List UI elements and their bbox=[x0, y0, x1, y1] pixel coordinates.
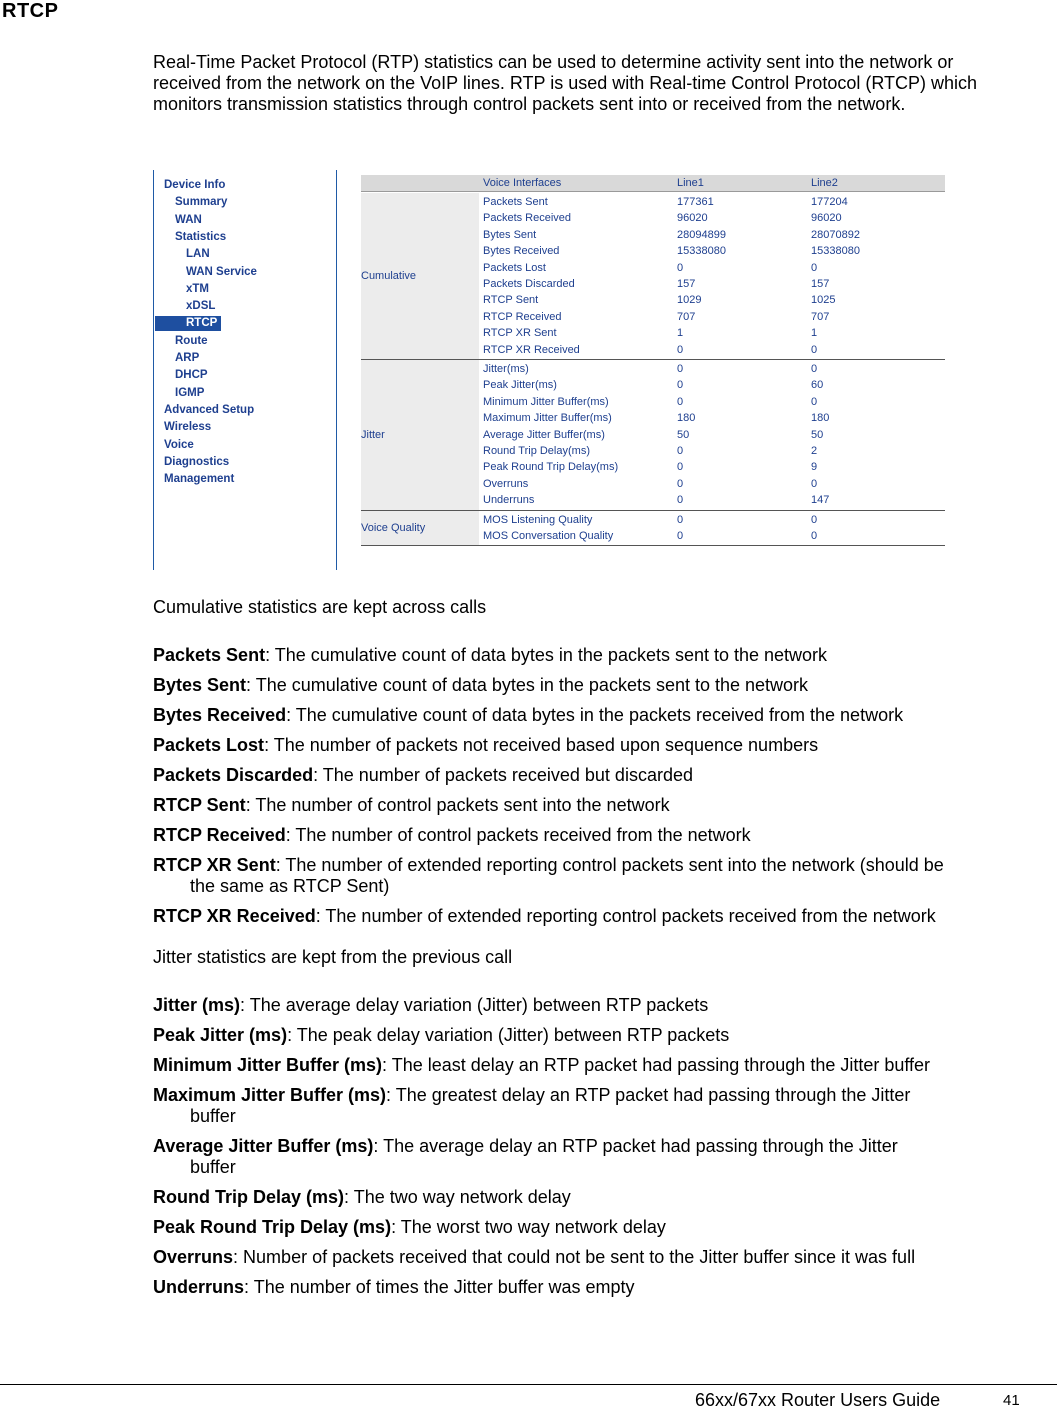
stat-value: 180 bbox=[677, 412, 696, 425]
definition-item bbox=[153, 675, 1053, 696]
footer-divider bbox=[0, 1384, 1057, 1385]
definition-item bbox=[153, 855, 1053, 897]
section-label: Jitter bbox=[361, 428, 385, 441]
nav-item-device-info[interactable]: Device Info bbox=[164, 179, 226, 191]
definition-desc: : The cumulative count of data bytes in the packets sent to the network bbox=[265, 645, 828, 665]
stat-value: 1025 bbox=[811, 294, 836, 307]
stat-name: Peak Jitter(ms) bbox=[483, 379, 557, 392]
stat-value: 0 bbox=[677, 461, 684, 474]
nav-item-management[interactable]: Management bbox=[164, 473, 235, 486]
page-number: 41 bbox=[1003, 1392, 1020, 1409]
stat-name: Average Jitter Buffer(ms) bbox=[483, 428, 605, 441]
definition-continuation: buffer bbox=[190, 1106, 236, 1126]
nav-item-wireless[interactable]: Wireless bbox=[164, 421, 212, 434]
stats-section bbox=[361, 360, 945, 511]
stat-name: Bytes Sent bbox=[483, 228, 537, 241]
stat-value: 50 bbox=[811, 428, 824, 441]
definition-term: Bytes Received bbox=[153, 705, 287, 725]
definition-term: Packets Discarded bbox=[153, 765, 314, 785]
definition-item bbox=[153, 1187, 1053, 1208]
nav-item-rtcp[interactable]: RTCP bbox=[155, 316, 221, 331]
stat-name: MOS Listening Quality bbox=[483, 513, 593, 526]
stat-value: 2 bbox=[811, 445, 818, 457]
stat-value: 177361 bbox=[677, 196, 714, 208]
header-line1: Line1 bbox=[677, 177, 704, 189]
stat-value: 0 bbox=[677, 477, 684, 490]
cumulative-note: Cumulative statistics are kept across calls bbox=[153, 597, 487, 617]
stat-name: MOS Conversation Quality bbox=[483, 529, 614, 542]
stat-name: Packets Discarded bbox=[483, 278, 575, 290]
nav-item-summary[interactable]: Summary bbox=[175, 196, 228, 209]
nav-item-voice[interactable]: Voice bbox=[164, 438, 194, 451]
definition-item bbox=[153, 1217, 1053, 1238]
nav-item-advanced-setup[interactable]: Advanced Setup bbox=[164, 403, 255, 416]
definition-desc: : The least delay an RTP packet had passing through the Jitter buffer bbox=[382, 1055, 931, 1075]
nav-item-arp[interactable]: ARP bbox=[175, 352, 200, 364]
nav-item-xtm[interactable]: xTM bbox=[186, 282, 209, 295]
definition-desc: : The average delay an RTP packet had passing through the Jitter bbox=[373, 1136, 898, 1156]
stats-section bbox=[361, 193, 945, 360]
definition-desc: : The number of times the Jitter buffer was empty bbox=[244, 1277, 635, 1297]
stat-value: 9 bbox=[811, 461, 818, 474]
definition-desc: : The peak delay variation (Jitter) between RTP packets bbox=[287, 1025, 730, 1045]
stat-value: 0 bbox=[811, 363, 818, 375]
nav-item-statistics[interactable]: Statistics bbox=[175, 230, 227, 243]
stat-value: 0 bbox=[677, 513, 684, 526]
definition-desc: : The greatest delay an RTP packet had passing through the Jitter bbox=[386, 1085, 911, 1105]
stat-value: 50 bbox=[677, 428, 690, 441]
nav-menu bbox=[153, 170, 339, 570]
stat-value: 28094899 bbox=[677, 228, 726, 241]
definition-item bbox=[153, 906, 1053, 927]
definition-term: Packets Lost bbox=[153, 735, 265, 755]
definition-term: Overruns bbox=[153, 1247, 234, 1267]
definition-term: Underruns bbox=[153, 1277, 245, 1297]
stat-value: 0 bbox=[677, 363, 684, 375]
stat-value: 0 bbox=[811, 477, 818, 490]
stat-value: 707 bbox=[677, 310, 696, 323]
stat-value: 707 bbox=[811, 310, 830, 323]
definition-desc: : The worst two way network delay bbox=[391, 1217, 666, 1237]
stat-value: 28070892 bbox=[811, 228, 860, 241]
stats-section bbox=[361, 511, 945, 547]
stat-name: Peak Round Trip Delay(ms) bbox=[483, 461, 619, 474]
definition-desc: : The two way network delay bbox=[344, 1187, 571, 1207]
definition-continuation: buffer bbox=[190, 1157, 236, 1177]
definition-item bbox=[153, 1085, 1053, 1127]
definition-term: Jitter (ms) bbox=[153, 995, 241, 1015]
nav-item-igmp[interactable]: IGMP bbox=[175, 386, 205, 399]
definition-desc: : The number of extended reporting control packets sent into the network (should be bbox=[275, 855, 944, 875]
stat-name: RTCP XR Received bbox=[483, 343, 580, 356]
definition-term: Minimum Jitter Buffer (ms) bbox=[153, 1055, 383, 1075]
stat-value: 157 bbox=[677, 278, 696, 290]
stat-value: 0 bbox=[811, 343, 818, 356]
stat-name: RTCP XR Sent bbox=[483, 327, 557, 340]
stat-value: 0 bbox=[811, 261, 818, 274]
stat-name: Maximum Jitter Buffer(ms) bbox=[483, 412, 612, 425]
nav-item-xdsl[interactable]: xDSL bbox=[186, 300, 216, 313]
definition-continuation: the same as RTCP Sent) bbox=[190, 876, 390, 896]
stat-name: Underruns bbox=[483, 494, 535, 507]
stat-value: 0 bbox=[677, 261, 684, 274]
nav-item-diagnostics[interactable]: Diagnostics bbox=[164, 455, 230, 468]
definition-term: Peak Round Trip Delay (ms) bbox=[153, 1217, 392, 1237]
definition-desc: : The cumulative count of data bytes in the packets received from the network bbox=[286, 705, 904, 725]
stat-value: 0 bbox=[677, 494, 684, 507]
stat-value: 60 bbox=[811, 379, 824, 392]
definition-term: Maximum Jitter Buffer (ms) bbox=[153, 1085, 387, 1105]
stat-value: 0 bbox=[811, 529, 818, 542]
header-line2: Line2 bbox=[811, 177, 838, 189]
stat-name: Packets Sent bbox=[483, 196, 548, 208]
stat-value: 0 bbox=[811, 395, 818, 408]
stat-name: Packets Lost bbox=[483, 261, 546, 274]
nav-divider bbox=[336, 170, 337, 570]
nav-item-wan[interactable]: WAN bbox=[175, 213, 202, 226]
definition-desc: : The number of control packets received from the network bbox=[285, 825, 751, 845]
definition-item bbox=[153, 1025, 1053, 1046]
jitter-note: Jitter statistics are kept from the previous call bbox=[153, 947, 513, 967]
definition-desc: : Number of packets received that could not be sent to the Jitter buffer since it was full bbox=[233, 1247, 916, 1267]
definition-item bbox=[153, 1247, 1053, 1268]
stat-name: Round Trip Delay(ms) bbox=[483, 445, 590, 457]
stat-value: 0 bbox=[677, 379, 684, 392]
definition-item bbox=[153, 825, 1053, 846]
stat-name: Jitter(ms) bbox=[483, 363, 529, 375]
stat-value: 180 bbox=[811, 412, 830, 425]
definition-item bbox=[153, 705, 1053, 726]
intro-paragraph: Real-Time Packet Protocol (RTP) statistics can be used to determine activity sent into the network or received from the network on the VoIP lines. RTP is used with Real-time Control Protocol (RTCP) which monitors transmission statistics through control packets sent into or received from the network. bbox=[153, 52, 978, 114]
nav-item-route[interactable]: Route bbox=[175, 334, 208, 347]
definition-desc: : The number of control packets sent into the network bbox=[245, 795, 670, 815]
stat-value: 96020 bbox=[811, 212, 842, 225]
stat-value: 157 bbox=[811, 278, 830, 290]
definition-desc: : The number of packets not received based upon sequence numbers bbox=[264, 735, 819, 755]
rtcp-screenshot bbox=[153, 170, 946, 570]
stat-value: 0 bbox=[677, 529, 684, 542]
stat-value: 177204 bbox=[811, 196, 848, 208]
table-header bbox=[361, 175, 945, 192]
stat-value: 0 bbox=[677, 343, 684, 356]
definition-item bbox=[153, 995, 1053, 1016]
stat-value: 15338080 bbox=[677, 245, 726, 258]
stat-value: 1 bbox=[811, 327, 818, 340]
definition-item bbox=[153, 765, 1053, 786]
definition-item bbox=[153, 795, 1053, 816]
stat-value: 1029 bbox=[677, 294, 702, 307]
footer-title: 66xx/67xx Router Users Guide bbox=[695, 1390, 941, 1410]
definition-term: Packets Sent bbox=[153, 645, 266, 665]
nav-item-lan[interactable]: LAN bbox=[186, 248, 210, 261]
stat-value: 96020 bbox=[677, 212, 708, 225]
definition-item bbox=[153, 1055, 1053, 1076]
definition-desc: : The average delay variation (Jitter) between RTP packets bbox=[240, 995, 709, 1015]
definition-term: Peak Jitter (ms) bbox=[153, 1025, 288, 1045]
stat-value: 0 bbox=[677, 395, 684, 408]
definition-term: Round Trip Delay (ms) bbox=[153, 1187, 345, 1207]
definition-item bbox=[153, 1277, 1053, 1298]
nav-item-dhcp[interactable]: DHCP bbox=[175, 369, 208, 382]
stat-value: 1 bbox=[677, 327, 684, 340]
definition-item bbox=[153, 645, 1053, 666]
page-heading: RTCP bbox=[2, 0, 59, 22]
definition-term: Average Jitter Buffer (ms) bbox=[153, 1136, 374, 1156]
definition-term: RTCP Received bbox=[153, 825, 286, 845]
stat-value: 15338080 bbox=[811, 245, 860, 258]
definition-desc: : The number of extended reporting control packets received from the network bbox=[315, 906, 936, 926]
header-voice-interfaces: Voice Interfaces bbox=[483, 177, 562, 189]
definition-term: RTCP XR Sent bbox=[153, 855, 276, 875]
definition-term: RTCP XR Received bbox=[153, 906, 316, 926]
definition-item bbox=[153, 735, 1053, 756]
definition-term: Bytes Sent bbox=[153, 675, 247, 695]
stat-value: 0 bbox=[677, 445, 684, 457]
definition-desc: : The number of packets received but discarded bbox=[313, 765, 693, 785]
stat-value: 0 bbox=[811, 513, 818, 526]
stat-name: Overruns bbox=[483, 477, 529, 490]
stat-name: Minimum Jitter Buffer(ms) bbox=[483, 395, 609, 408]
nav-item-wan-service[interactable]: WAN Service bbox=[186, 265, 257, 278]
stat-value: 147 bbox=[811, 494, 830, 507]
section-label: Voice Quality bbox=[361, 521, 426, 534]
stat-name: RTCP Sent bbox=[483, 294, 539, 307]
definition-desc: : The cumulative count of data bytes in the packets sent to the network bbox=[246, 675, 809, 695]
stat-name: RTCP Received bbox=[483, 310, 562, 323]
definition-item bbox=[153, 1136, 1053, 1178]
section-label: Cumulative bbox=[361, 270, 417, 282]
stat-name: Bytes Received bbox=[483, 245, 560, 258]
definition-term: RTCP Sent bbox=[153, 795, 246, 815]
stat-name: Packets Received bbox=[483, 212, 572, 225]
